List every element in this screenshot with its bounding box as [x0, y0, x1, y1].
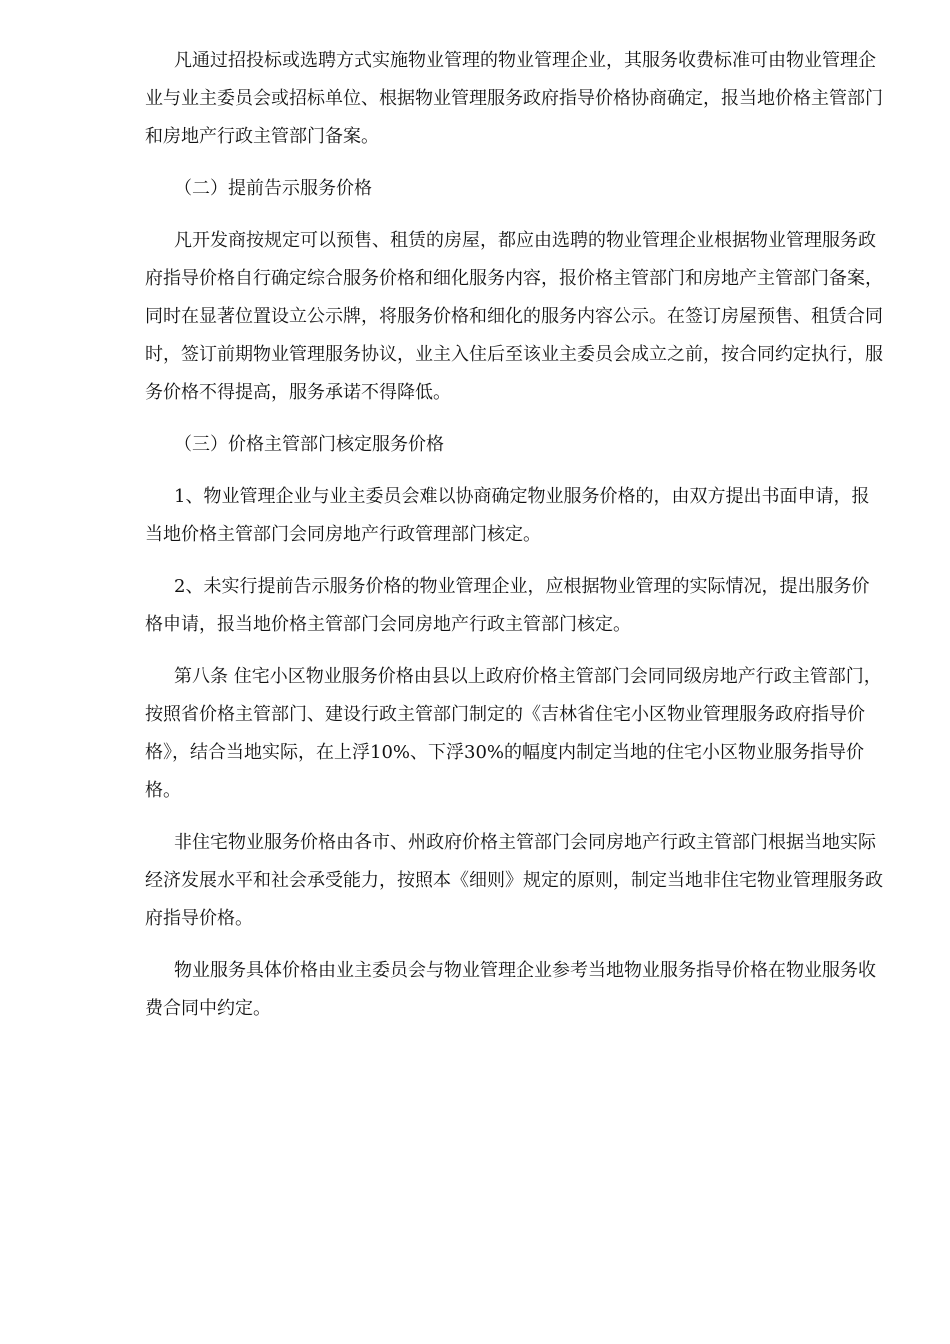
document-body: [145, 42, 885, 1042]
paragraph-article-8: 第八条 住宅小区物业服务价格由县以上政府价格主管部门会同同级房地产行政主管部门，按照省价格主管部门、建设行政主管部门制定的《吉林省住宅小区物业管理服务政府指导价格》，结合当地实际，在上浮10%、下浮30%的幅度内制定当地的住宅小区物业服务指导价格。: [145, 666, 882, 801]
paragraph-non-residential: 非住宅物业服务价格由各市、州政府价格主管部门会同房地产行政主管部门根据当地实际经济发展水平和社会承受能力，按照本《细则》规定的原则，制定当地非住宅物业管理服务政府指导价格。: [145, 832, 883, 929]
paragraph-bidding-fees: 凡通过招投标或选聘方式实施物业管理的物业管理企业，其服务收费标准可由物业管理企业与业主委员会或招标单位、根据物业管理服务政府指导价格协商确定，报当地价格主管部门和房地产行政主管部门备案。: [145, 50, 883, 147]
section-heading-price-verification: （三）价格主管部门核定服务价格: [174, 434, 444, 455]
paragraph-contract-pricing: 物业服务具体价格由业主委员会与物业管理企业参考当地物业服务指导价格在物业服务收费合同中约定。: [145, 960, 876, 1019]
paragraph-item-2: 2、未实行提前告示服务价格的物业管理企业，应根据物业管理的实际情况，提出服务价格申请，报当地价格主管部门会同房地产行政主管部门核定。: [145, 576, 870, 635]
paragraph-item-1: 1、物业管理企业与业主委员会难以协商确定物业服务价格的，由双方提出书面申请，报当地价格主管部门会同房地产行政管理部门核定。: [145, 486, 870, 545]
paragraph-developer-presale: 凡开发商按规定可以预售、租赁的房屋，都应由选聘的物业管理企业根据物业管理服务政府指导价格自行确定综合服务价格和细化服务内容，报价格主管部门和房地产主管部门备案，同时在显著位置设立公示牌，将服务价格和细化的服务内容公示。在签订房屋预售、租赁合同时，签订前期物业管理服务协议，业主入住后至该业主委员会成立之前，按合同约定执行，服务价格不得提高，服务承诺不得降低。: [145, 230, 883, 403]
section-heading-advance-notice: （二）提前告示服务价格: [174, 178, 372, 199]
